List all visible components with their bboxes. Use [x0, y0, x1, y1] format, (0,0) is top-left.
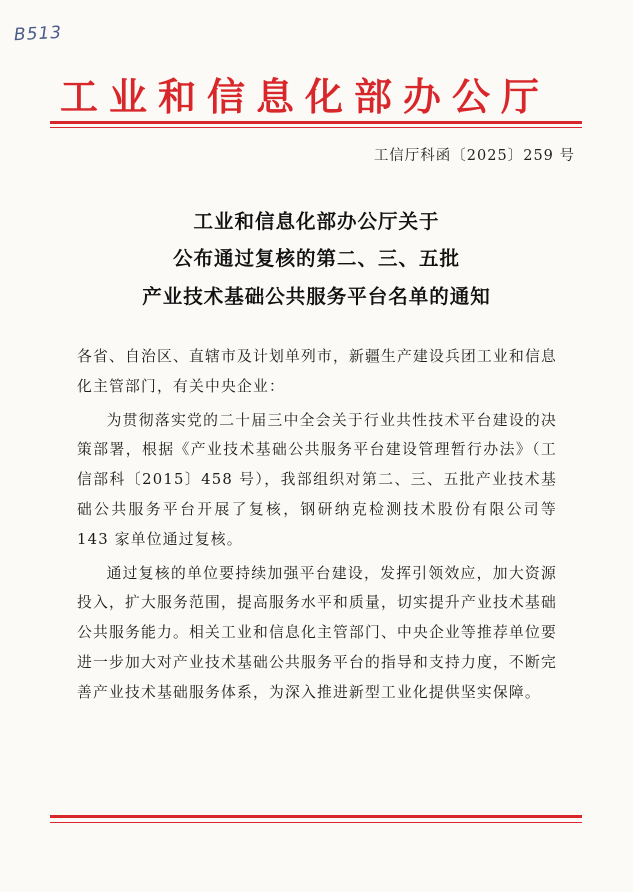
title-line-3: 产业技术基础公共服务平台名单的通知 — [142, 285, 491, 308]
document-number: 工信厅科函〔2025〕259 号 — [373, 148, 575, 164]
document-body — [77, 342, 557, 712]
paragraph-1: 为贯彻落实党的二十届三中全会关于行业共性技术平台建设的决策部署，根据《产业技术基础公共服务平台建设管理暂行办法》（工信部科〔2015〕458 号），我部组织对第二、三、五批产业技术基础公共服务平台开展了复核，钢研纳克检测技术股份有限公司等 143 家单位通过复核。 — [77, 411, 557, 548]
issuer-header: 工业和信息化部办公厅 — [60, 74, 551, 119]
handwritten-note: B513 — [13, 22, 63, 46]
title-line-1: 工业和信息化部办公厅关于 — [193, 210, 440, 233]
header-rule-thick — [50, 121, 582, 124]
header-rule-thin — [50, 127, 582, 128]
paragraph-2: 通过复核的单位要持续加强平台建设，发挥引领效应，加大资源投入，扩大服务范围，提高服务水平和质量，切实提升产业技术基础公共服务能力。相关工业和信息化主管部门、中央企业等推荐单位要进一步加大对产业技术基础公共服务平台的指导和支持力度，不断完善产业技术基础服务体系，为深入推进新型工业化提供坚实保障。 — [77, 564, 557, 701]
salutation: 各省、自治区、直辖市及计划单列市，新疆生产建设兵团工业和信息化主管部门，有关中央企业： — [77, 348, 557, 395]
footer-rule-thin — [50, 822, 582, 823]
footer-rule-thick — [50, 815, 582, 818]
title-line-2: 公布通过复核的第二、三、五批 — [172, 247, 460, 270]
